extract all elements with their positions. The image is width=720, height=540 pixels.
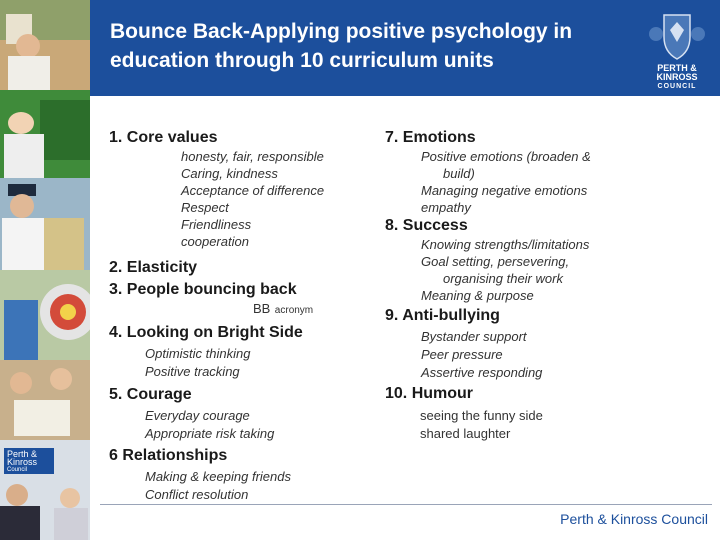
unit-9-item: Bystander support	[421, 329, 527, 344]
unit-1-item: Friendliness	[181, 217, 252, 232]
unit-3-note-sub: acronym	[274, 305, 314, 316]
photo-caption: Perth & Kinross Council	[7, 449, 38, 473]
unit-5-heading: 5. Courage	[109, 386, 192, 403]
unit-1-item: cooperation	[181, 234, 249, 249]
unit-10-item: seeing the funny side	[420, 408, 543, 423]
photo-strip	[0, 0, 90, 540]
unit-3-note	[109, 300, 369, 319]
unit-3-heading: 3. People bouncing back	[109, 281, 297, 298]
photo-council-meeting	[0, 440, 90, 540]
units-column-right	[385, 128, 715, 443]
unit-2-heading: 2. Elasticity	[109, 259, 198, 276]
footer-brand: Perth & Kinross Council	[560, 511, 708, 527]
unit-8-heading: 8. Success	[385, 217, 468, 234]
unit-6-item: Conflict resolution	[145, 487, 249, 502]
unit-5-item: Everyday courage	[145, 408, 250, 423]
unit-7-item: empathy	[421, 200, 471, 215]
unit-6-item: Making & keeping friends	[145, 469, 291, 484]
unit-1-heading: 1. Core values	[109, 129, 218, 146]
unit-7-item: Positive emotions (broaden &	[421, 149, 591, 164]
title-banner	[90, 0, 720, 96]
unit-1-item: Acceptance of difference	[181, 183, 325, 198]
photo-office-staff	[0, 0, 90, 90]
unit-7-heading: 7. Emotions	[385, 129, 476, 146]
unit-8-item: Goal setting, persevering,	[421, 254, 570, 269]
unit-6-heading: 6 Relationships	[109, 447, 228, 464]
unit-4-item: Optimistic thinking	[145, 346, 251, 361]
page-title: Bounce Back-Applying positive psychology in education through 10 curriculum units	[110, 20, 573, 72]
photo-recycling-bins	[0, 90, 90, 178]
unit-1-item: Caring, kindness	[181, 166, 278, 181]
unit-9-heading: 9. Anti-bullying	[385, 307, 500, 324]
crest-shield-icon	[644, 12, 710, 62]
unit-3-note-main: BB	[253, 301, 271, 316]
unit-8-item: Knowing strengths/limitations	[421, 237, 590, 252]
unit-9-item: Assertive responding	[421, 365, 543, 380]
unit-10-heading: 10. Humour	[385, 385, 474, 402]
crest-text: PERTH & KINROSS COUNCIL	[656, 63, 698, 90]
unit-7-item: Managing negative emotions	[421, 183, 588, 198]
unit-10-item: shared laughter	[420, 426, 511, 441]
unit-4-heading: 4. Looking on Bright Side	[109, 324, 303, 341]
photo-police-children	[0, 178, 90, 270]
unit-1-item: Respect	[181, 200, 229, 215]
unit-4-item: Positive tracking	[145, 364, 240, 379]
unit-8-item: organising their work	[443, 271, 563, 286]
photo-reading-mothers	[0, 360, 90, 440]
council-crest	[644, 12, 710, 92]
unit-7-item: build)	[443, 166, 475, 181]
unit-5-item: Appropriate risk taking	[145, 426, 275, 441]
unit-9-item: Peer pressure	[421, 347, 503, 362]
units-column-left	[109, 128, 369, 504]
unit-1-item: honesty, fair, responsible	[181, 149, 324, 164]
photo-archery-target	[0, 270, 90, 360]
footer-divider	[100, 504, 712, 505]
unit-8-item: Meaning & purpose	[421, 288, 534, 303]
